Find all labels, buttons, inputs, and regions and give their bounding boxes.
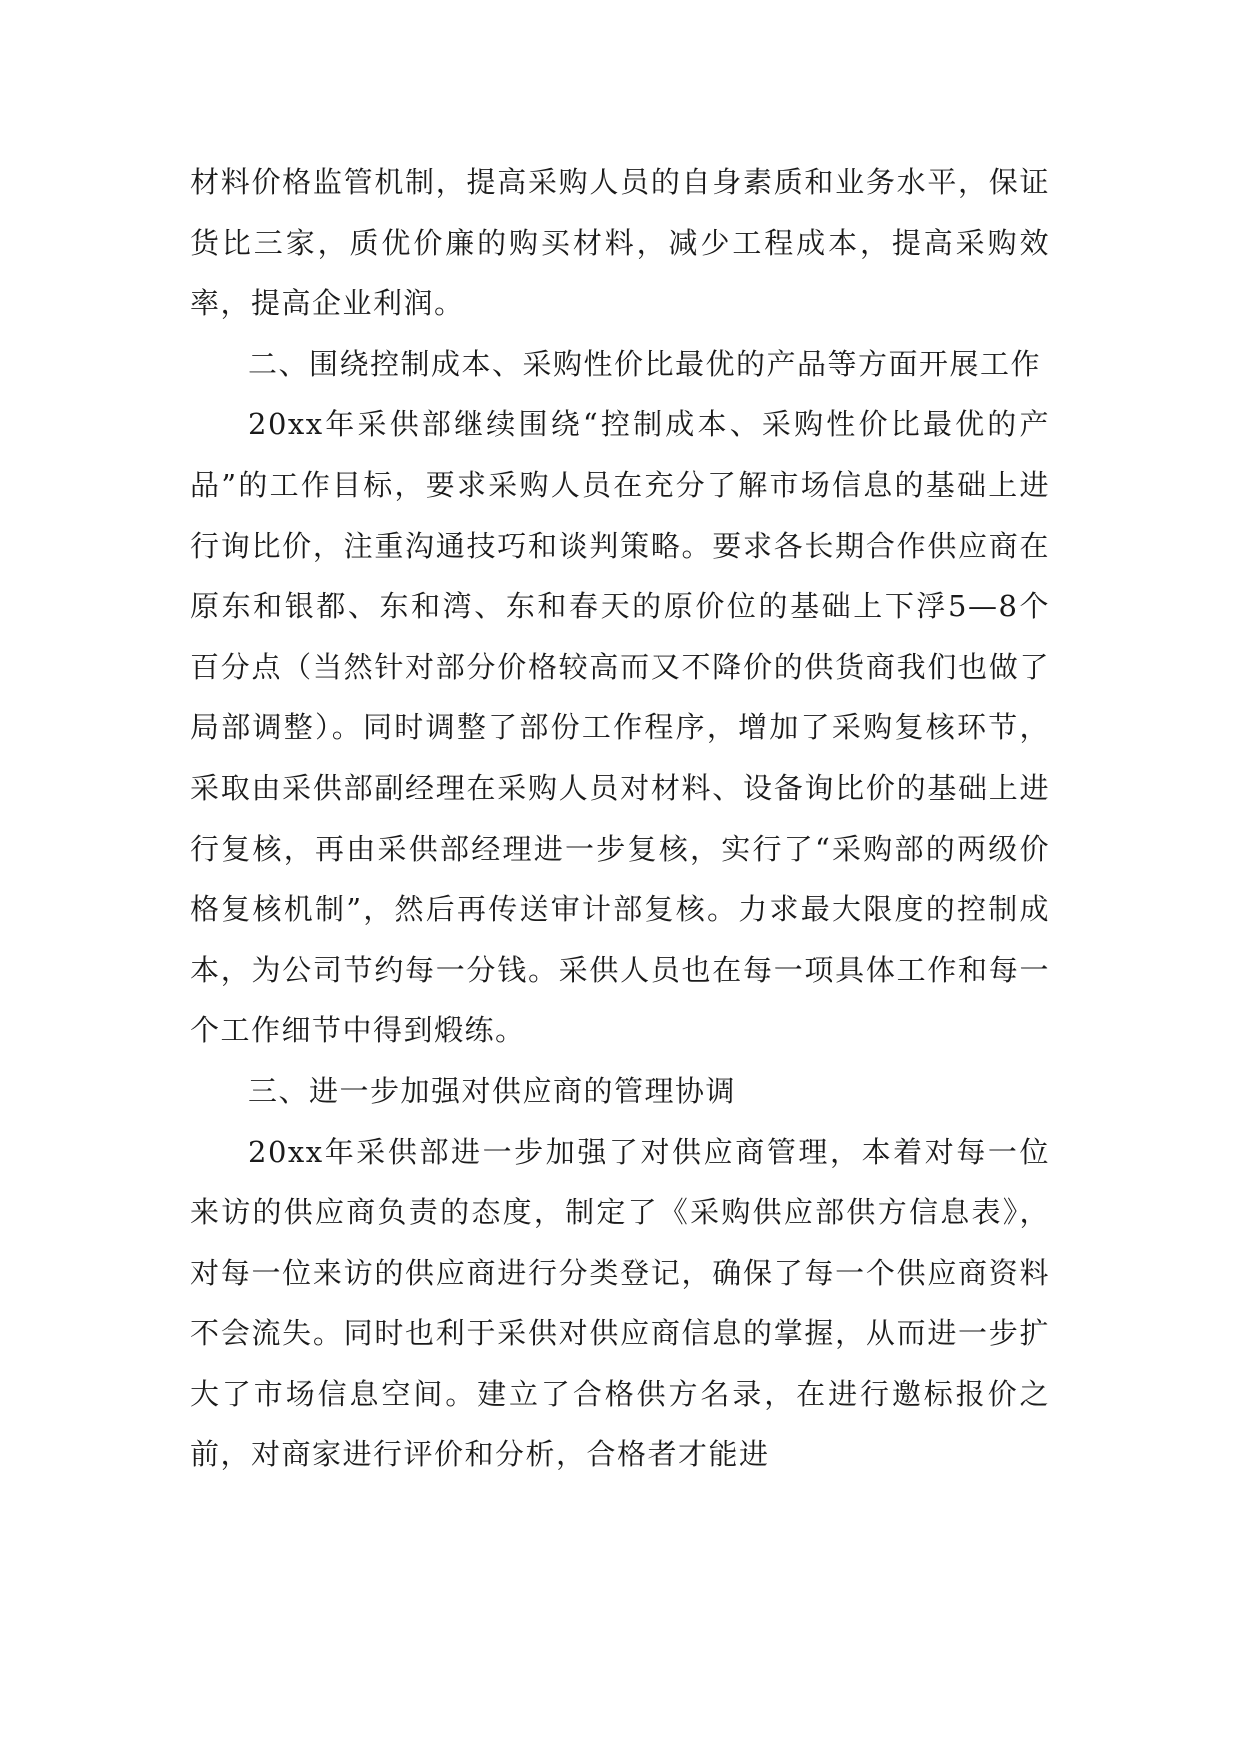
body-paragraph-3: 20xx年采供部进一步加强了对供应商管理，本着对每一位来访的供应商负责的态度，制定了《采购供应部供方信息表》，对每一位来访的供应商进行分类登记，确保了每一个供应商资料不会流失。同时也利于采供对供应商信息的掌握，从而进一步扩大了市场信息空间。建立了合格供方名录，在进行邀标报价之前，对商家进行评价和分析，合格者才能进 [190, 1134, 1050, 1472]
section-heading-2: 二、围绕控制成本、采购性价比最优的产品等方面开展工作 [248, 346, 1042, 381]
document-page [190, 152, 1050, 1485]
section-heading-3: 三、进一步加强对供应商的管理协调 [248, 1073, 737, 1108]
body-paragraph-1: 材料价格监管机制，提高采购人员的自身素质和业务水平，保证货比三家，质优价廉的购买材料，减少工程成本，提高采购效率，提高企业利润。 [190, 165, 1050, 321]
body-paragraph-2: 20xx年采供部继续围绕“控制成本、采购性价比最优的产品”的工作目标，要求采购人员在充分了解市场信息的基础上进行询比价，注重沟通技巧和谈判策略。要求各长期合作供应商在原东和银都、东和湾、东和春天的原价位的基础上下浮5—8个百分点（当然针对部分价格较高而又不降价的供货商我们也做了局部调整）。同时调整了部份工作程序，增加了采购复核环节，采取由采供部副经理在采购人员对材料、设备询比价的基础上进行复核，再由采供部经理进一步复核，实行了“采购部的两级价格复核机制”，然后再传送审计部复核。力求最大限度的控制成本，为公司节约每一分钱。采供人员也在每一项具体工作和每一个工作细节中得到煅练。 [190, 407, 1050, 1048]
